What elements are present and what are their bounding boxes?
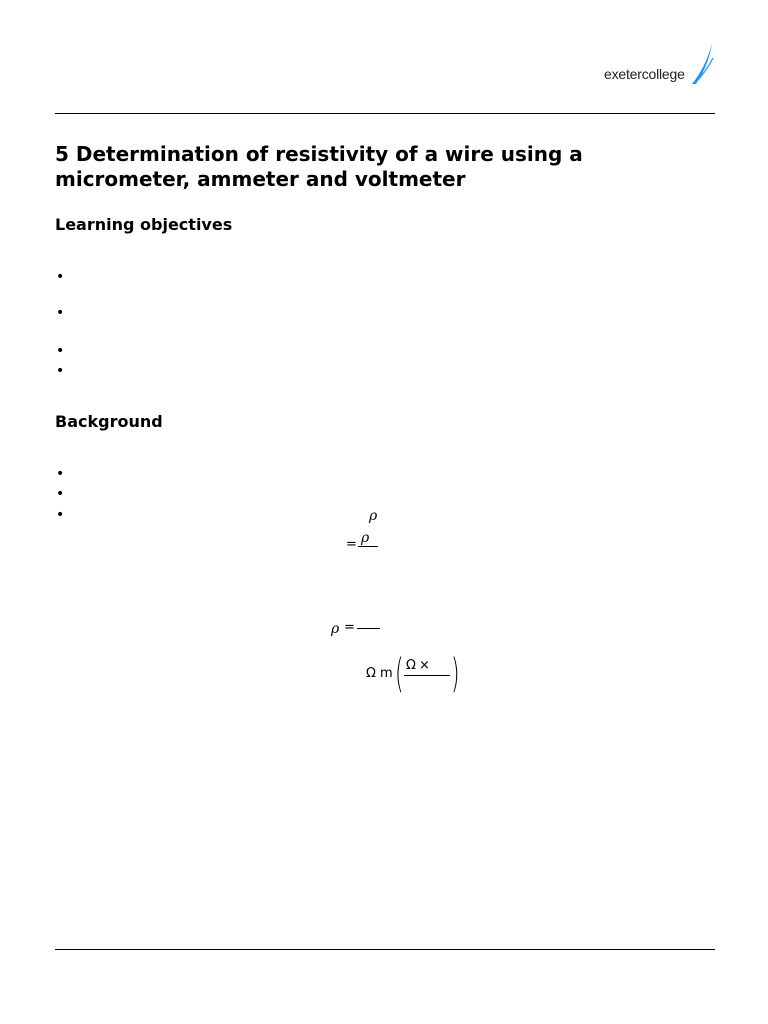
header-rule bbox=[55, 113, 715, 114]
right-paren: ) bbox=[451, 651, 460, 697]
rho-symbol: ρ bbox=[369, 508, 378, 524]
left-paren: ( bbox=[395, 651, 404, 697]
list-bullet: • bbox=[56, 305, 65, 321]
rho-symbol: ρ bbox=[361, 530, 370, 546]
times-symbol: × bbox=[419, 658, 430, 673]
list-bullet: • bbox=[56, 363, 65, 379]
page-title: 5 Determination of resistivity of a wire using a micrometer, ammeter and voltmeter bbox=[55, 142, 583, 191]
omega-symbol: Ω bbox=[366, 666, 376, 681]
omega-symbol: Ω bbox=[406, 658, 416, 673]
logo-text: exetercollege bbox=[604, 66, 685, 82]
list-bullet: • bbox=[56, 507, 65, 523]
section-heading-learning-objectives: Learning objectives bbox=[55, 215, 233, 234]
fraction-bar bbox=[357, 628, 380, 629]
unit-m: m bbox=[380, 666, 393, 681]
rho-symbol: ρ bbox=[331, 621, 340, 637]
equals-sign: = bbox=[344, 620, 355, 635]
list-bullet: • bbox=[56, 269, 65, 285]
college-logo bbox=[600, 40, 718, 90]
footer-rule bbox=[55, 949, 715, 950]
equals-sign: = bbox=[346, 537, 357, 552]
fraction-bar bbox=[404, 675, 450, 676]
list-bullet: • bbox=[56, 466, 65, 482]
fraction-bar bbox=[358, 546, 378, 547]
list-bullet: • bbox=[56, 343, 65, 359]
section-heading-background: Background bbox=[55, 412, 163, 431]
list-bullet: • bbox=[56, 486, 65, 502]
logo-swoosh-icon bbox=[600, 40, 718, 90]
